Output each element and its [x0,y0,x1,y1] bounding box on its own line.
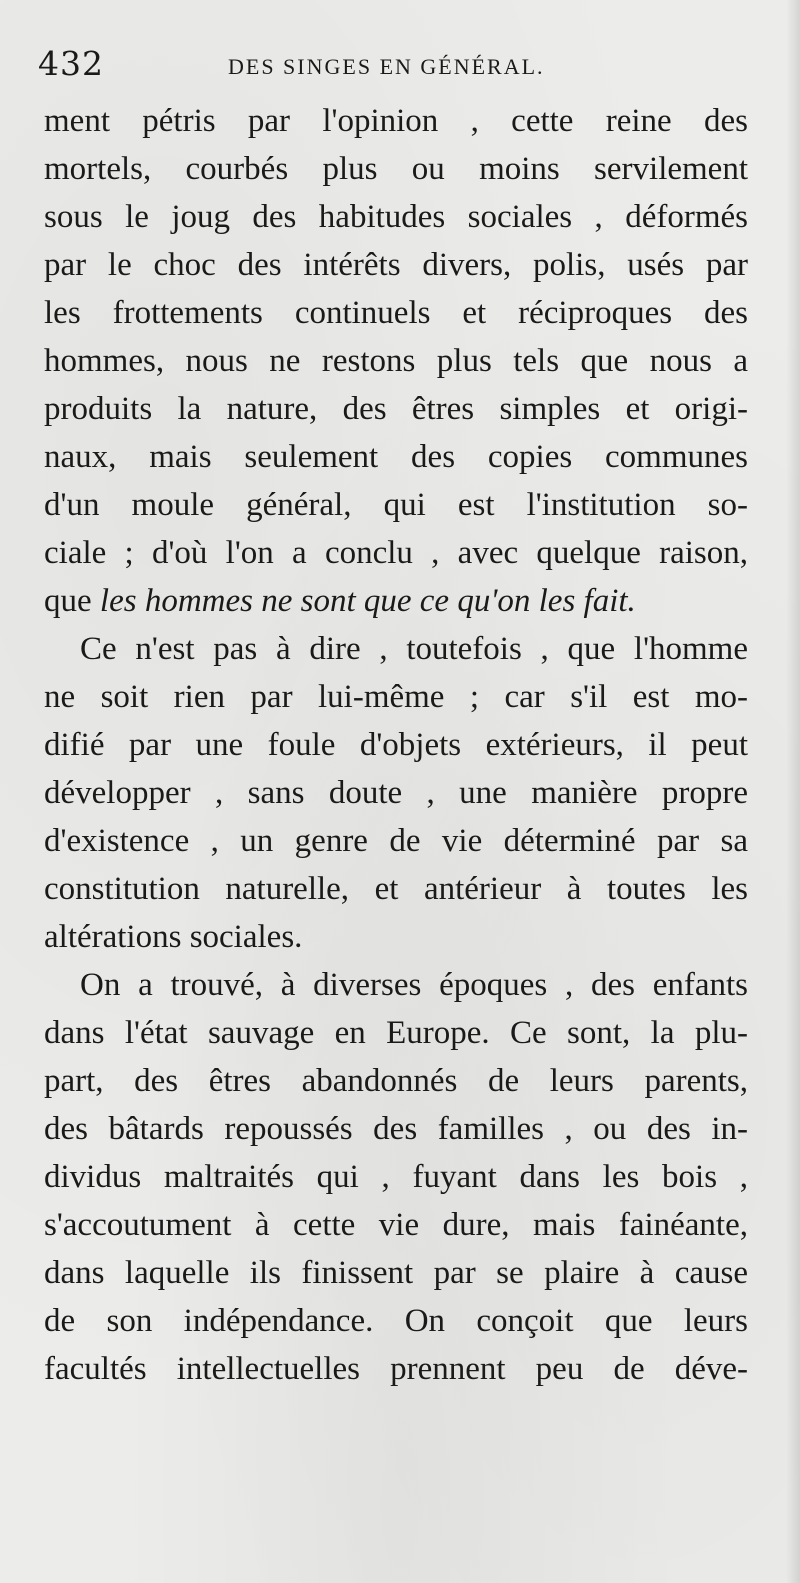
text-line: produits la nature, des êtres simples et origi- [44,391,748,427]
text-line: par le choc des intérêts divers, polis, usés par [44,247,748,283]
text-line: mortels, courbés plus ou moins servilement [44,151,748,187]
text-line: dans laquelle ils finissent par se plaire à cause [44,1255,748,1291]
text-line: ciale ; d'où l'on a conclu , avec quelque raison, [44,535,748,571]
text-line: part, des êtres abandonnés de leurs parents, [44,1063,748,1099]
page-edge-shadow [786,0,800,1583]
text-line: développer , sans doute , une manière propre [44,775,748,811]
text-line: d'un moule général, qui est l'institution so- [44,487,748,523]
italic-quote: les hommes ne sont que ce qu'on les fait. [99,583,636,619]
paragraph-first-line: Ce n'est pas à dire , toutefois , que l'homme [80,631,748,667]
running-head [38,44,758,84]
text-line: altérations sociales. [44,919,303,955]
running-title: DES SINGES EN GÉNÉRAL. [228,54,545,79]
text-line: naux, mais seulement des copies communes [44,439,748,475]
text-line: hommes, nous ne restons plus tels que nous a [44,343,748,379]
text-line: sous le joug des habitudes sociales , déformés [44,199,748,235]
text-line: des bâtards repoussés des familles , ou des in- [44,1111,748,1147]
paragraph-first-line: On a trouvé, à diverses époques , des enfants [80,967,748,1003]
text-line: les frottements continuels et réciproques des [44,295,748,331]
text-line: dans l'état sauvage en Europe. Ce sont, la plu- [44,1015,748,1051]
text-line: s'accoutument à cette vie dure, mais fainéante, [44,1207,748,1243]
text-line: dividus maltraités qui , fuyant dans les bois , [44,1159,748,1195]
text-line: ment pétris par l'opinion , cette reine des [44,103,748,139]
text-line: constitution naturelle, et antérieur à toutes les [44,871,748,907]
text-line: d'existence , un genre de vie déterminé par sa [44,823,748,859]
text-line-with-italic [44,577,748,625]
text-line: facultés intellectuelles prennent peu de déve- [44,1351,748,1387]
text-fragment: que [44,583,100,619]
body-text [44,97,748,1393]
text-line: ne soit rien par lui-même ; car s'il est mo- [44,679,748,715]
page-number: 432 [38,44,104,83]
text-line: difié par une foule d'objets extérieurs, il peut [44,727,748,763]
text-line: de son indépendance. On conçoit que leurs [44,1303,748,1339]
